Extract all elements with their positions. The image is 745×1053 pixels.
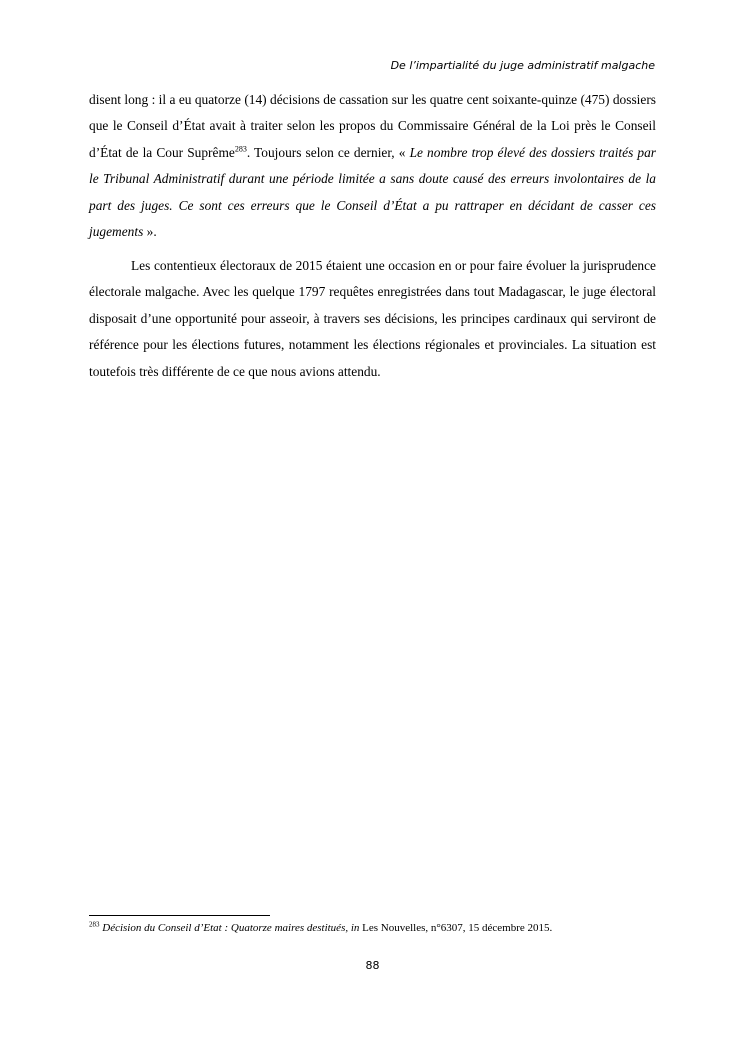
page-number: 88: [365, 959, 380, 972]
running-header: De l’impartialité du juge administratif malgache: [390, 59, 655, 72]
quotation-close: ».: [143, 224, 157, 240]
footnote-number: 283: [89, 920, 100, 929]
paragraph-1: [89, 87, 656, 245]
footnote-title: Décision du Conseil d’Etat : Quatorze maires destitués, in: [99, 922, 360, 934]
paragraph-2: [89, 253, 656, 385]
footnote-source: Les Nouvelles, n°6307, 15 décembre 2015.: [359, 922, 553, 934]
paragraph-2-text: Les contentieux électoraux de 2015 étaient une occasion en or pour faire évoluer la jurisprudence électorale malgache. Avec les quelque 1797 requêtes enregistrées dans tout Madagascar, le juge électoral disposait d’une opportunité pour asseoir, à travers ses décisions, les principes cardinaux qui serviront de référence pour les élections futures, notamment les élections régionales et provinciales. La situation est toutefois très différente de ce que nous avions attendu.: [89, 258, 656, 379]
paragraph-1-continuation: . Toujours selon ce dernier, «: [246, 144, 410, 160]
quotation: Le nombre trop élevé des dossiers traités par le Tribunal Administratif durant une période limitée a sans doute causé des erreurs involontaires de la part des juges. Ce sont ces erreurs que le Conseil d’État a pu rattraper en décidant de casser ces jugements: [89, 144, 656, 240]
footnote: [89, 921, 669, 935]
paragraph-1-text: disent long : il a eu quatorze (14) décisions de cassation sur les quatre cent soixante-quinze (475) dossiers que le Conseil d’État avait à traiter selon les propos du Commissaire Général de la Loi près le Conseil d’État de la Cour Suprême: [89, 92, 656, 160]
footnote-reference[interactable]: 283: [234, 144, 247, 154]
footnote-separator: [89, 915, 270, 916]
